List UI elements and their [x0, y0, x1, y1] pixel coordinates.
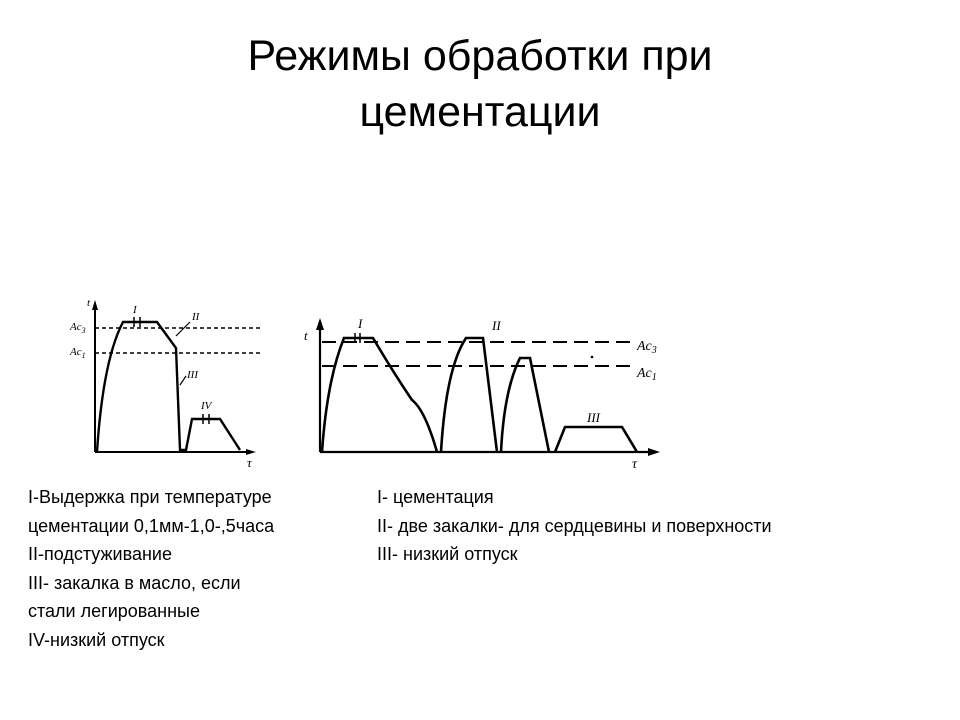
- left-x-label: τ: [247, 455, 252, 470]
- right-stage-II: II: [492, 318, 501, 333]
- right-stage-III: III: [587, 410, 600, 425]
- left-stage-IV: IV: [201, 400, 212, 412]
- right-second-quench-curve: [501, 358, 549, 452]
- right-legend-line-1: I- цементация: [377, 487, 494, 507]
- left-legend-line-3: II-подстуживание: [28, 544, 172, 564]
- right-dot-mark: [591, 356, 594, 359]
- right-legend: [377, 483, 772, 569]
- left-diagram: [92, 300, 262, 455]
- right-y-axis-arrow: [316, 318, 324, 330]
- left-y-label: t: [87, 297, 91, 309]
- right-legend-line-3: III- низкий отпуск: [377, 544, 518, 564]
- left-stage-II: II: [192, 311, 200, 323]
- left-legend-line-5: стали легированные: [28, 601, 200, 621]
- right-stage-I: I: [358, 316, 363, 331]
- left-legend: [28, 483, 274, 654]
- left-legend-line-6: IV-низкий отпуск: [28, 629, 165, 650]
- title-line-1: Режимы обработки при: [247, 32, 713, 80]
- right-tempering-curve: [555, 427, 637, 452]
- left-legend-line-4: III- закалка в масло, если: [28, 572, 241, 593]
- left-ac1-label: $Ac_1$: [70, 346, 86, 360]
- right-diagram: [316, 318, 660, 456]
- right-ac1-label: $Ac_1$: [637, 366, 657, 383]
- left-legend-line-1: I-Выдержка при температуре: [28, 487, 272, 507]
- left-legend-line-2: цементации 0,1мм-1,0-,5часа: [28, 515, 275, 536]
- right-diagram-labels: [304, 316, 657, 472]
- left-stage-I: I: [133, 304, 137, 316]
- right-x-axis-arrow: [648, 448, 660, 456]
- left-leader-II: [176, 322, 190, 336]
- right-x-label: τ: [632, 457, 638, 472]
- right-cementation-curve: [322, 338, 437, 452]
- right-first-quench-curve: [441, 338, 497, 452]
- left-ac3-label: $Ac_3$: [70, 321, 86, 335]
- left-y-axis-arrow: [92, 300, 98, 310]
- left-stage-III: III: [187, 369, 198, 381]
- left-temperature-curve: [97, 322, 240, 452]
- right-y-label: t: [304, 328, 308, 343]
- right-legend-line-2: II- две закалки- для сердцевины и поверхности: [377, 515, 772, 536]
- right-ac3-label: $Ac_3$: [637, 339, 657, 356]
- title-line-2: цементации: [359, 88, 601, 136]
- left-leader-III: [180, 376, 186, 385]
